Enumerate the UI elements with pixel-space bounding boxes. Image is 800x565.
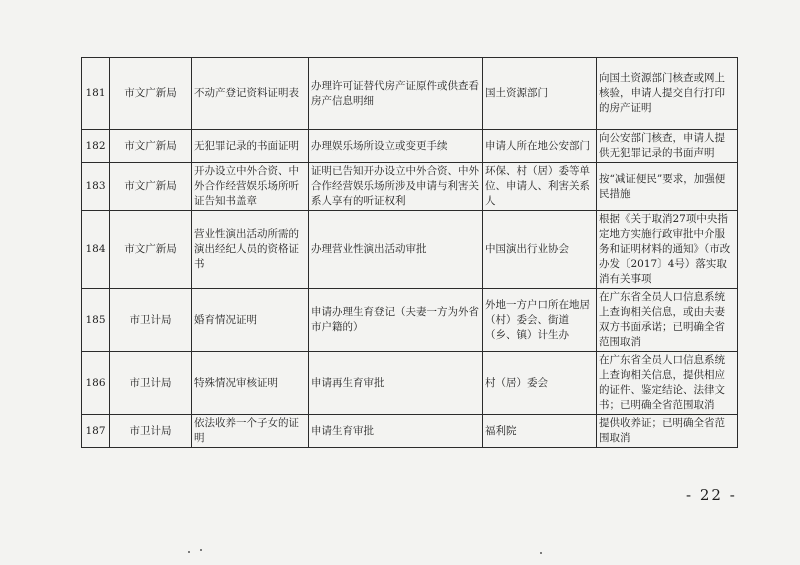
issuer-cell: 环保、村（居）委等单位、申请人、利害关系人	[483, 163, 597, 211]
proof-materials-table	[81, 57, 738, 448]
matter-cell: 办理营业性演出活动审批	[309, 211, 483, 289]
row-number: 187	[82, 415, 110, 448]
department-cell: 市文广新局	[110, 130, 192, 163]
note-cell: 向公安部门核查，申请人提供无犯罪记录的书面声明	[597, 130, 738, 163]
matter-cell: 申请生育审批	[309, 415, 483, 448]
department-cell: 市卫计局	[110, 289, 192, 352]
department-cell: 市文广新局	[110, 58, 192, 130]
row-number: 181	[82, 58, 110, 130]
issuer-cell: 村（居）委会	[483, 352, 597, 415]
note-cell: 提供收养证；已明确全省范围取消	[597, 415, 738, 448]
row-number: 182	[82, 130, 110, 163]
proof-name-cell: 不动产登记资料证明表	[192, 58, 309, 130]
note-cell: 向国土资源部门核查或网上核验，申请人提交自行打印的房产证明	[597, 58, 738, 130]
row-number: 185	[82, 289, 110, 352]
note-cell: 按“减证便民”要求，加强便民措施	[597, 163, 738, 211]
department-cell: 市文广新局	[110, 211, 192, 289]
issuer-cell: 外地一方户口所在地居（村）委会、街道（乡、镇）计生办	[483, 289, 597, 352]
table-row	[82, 130, 738, 163]
matter-cell: 办理许可证替代房产证原件或供查看房产信息明细	[309, 58, 483, 130]
matter-cell: 办理娱乐场所设立或变更手续	[309, 130, 483, 163]
department-cell: 市文广新局	[110, 163, 192, 211]
row-number: 186	[82, 352, 110, 415]
table-row	[82, 415, 738, 448]
proof-name-cell: 营业性演出活动所需的演出经纪人员的资格证书	[192, 211, 309, 289]
department-cell: 市卫计局	[110, 415, 192, 448]
note-cell: 根据《关于取消27项中央指定地方实施行政审批中介服务和证明材料的通知》（市改办发〔2017〕4号）落实取消有关事项	[597, 211, 738, 289]
proof-name-cell: 无犯罪记录的书面证明	[192, 130, 309, 163]
proof-name-cell: 婚育情况证明	[192, 289, 309, 352]
table-row	[82, 58, 738, 130]
row-number: 184	[82, 211, 110, 289]
matter-cell: 申请办理生育登记（夫妻一方为外省市户籍的）	[309, 289, 483, 352]
scan-speck	[540, 552, 542, 554]
note-cell: 在广东省全员人口信息系统上查询相关信息，或由夫妻双方书面承诺；已明确全省范围取消	[597, 289, 738, 352]
row-number: 183	[82, 163, 110, 211]
proof-name-cell: 特殊情况审核证明	[192, 352, 309, 415]
proof-name-cell: 依法收养一个子女的证明	[192, 415, 309, 448]
note-cell: 在广东省全员人口信息系统上查询相关信息，提供相应的证件、鉴定结论、法律文书；已明确全省范围取消	[597, 352, 738, 415]
issuer-cell: 中国演出行业协会	[483, 211, 597, 289]
issuer-cell: 申请人所在地公安部门	[483, 130, 597, 163]
scan-speck	[200, 549, 202, 551]
table-row	[82, 289, 738, 352]
matter-cell: 证明已告知开办设立中外合资、中外合作经营娱乐场所涉及申请与利害关系人享有的听证权利	[309, 163, 483, 211]
table-row	[82, 163, 738, 211]
issuer-cell: 国土资源部门	[483, 58, 597, 130]
scan-speck	[188, 551, 190, 553]
table-row	[82, 211, 738, 289]
page-number: - 22 -	[686, 486, 737, 504]
table-row	[82, 352, 738, 415]
proof-name-cell: 开办设立中外合资、中外合作经营娱乐场所听证告知书盖章	[192, 163, 309, 211]
matter-cell: 申请再生育审批	[309, 352, 483, 415]
department-cell: 市卫计局	[110, 352, 192, 415]
issuer-cell: 福利院	[483, 415, 597, 448]
